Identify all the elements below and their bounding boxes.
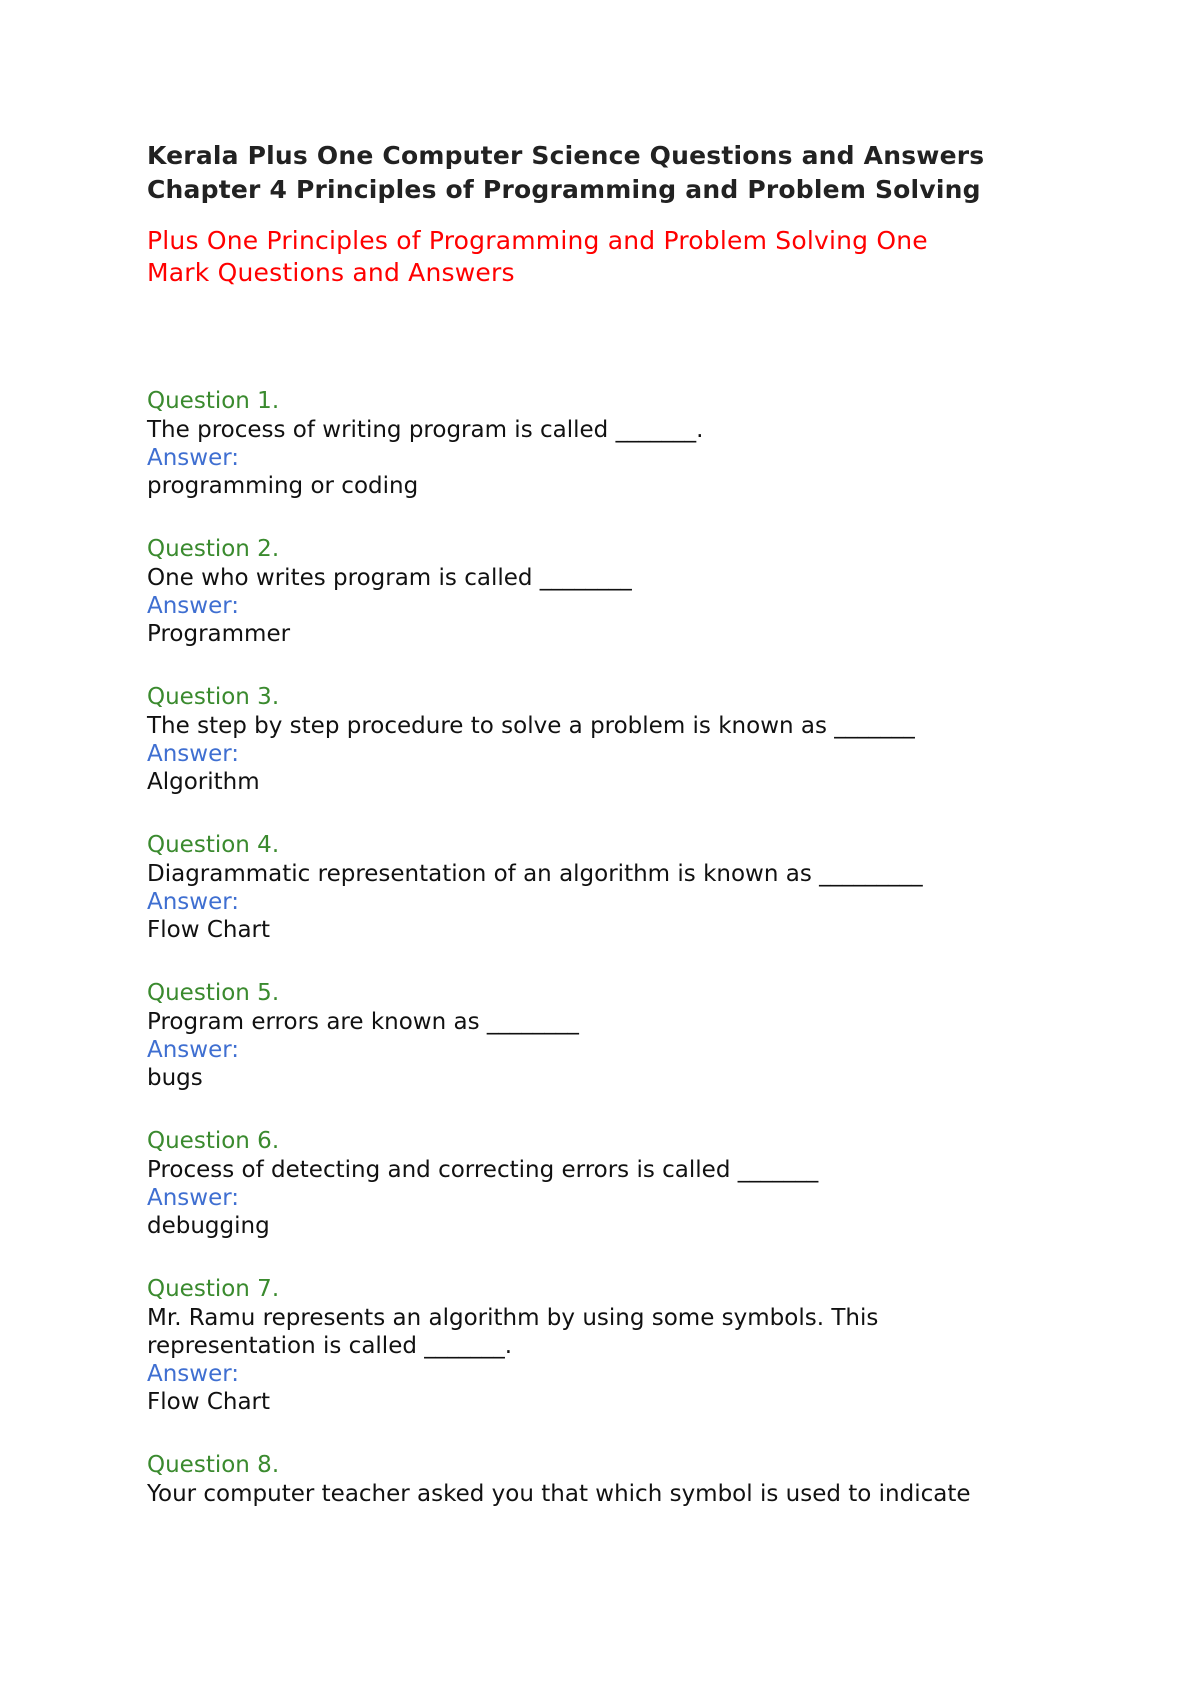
answer-text: Flow Chart — [147, 917, 271, 943]
qa-item-4 — [147, 831, 1047, 945]
question-text: One who writes program is called ________ — [147, 565, 632, 591]
question-text: Process of detecting and correcting errors is called _______ — [147, 1157, 819, 1183]
question-label: Question 6. — [147, 1128, 280, 1154]
qa-item-3 — [147, 683, 1047, 797]
answer-text: Flow Chart — [147, 1389, 271, 1415]
qa-list — [147, 387, 1047, 1508]
section-heading — [147, 225, 1047, 289]
question-text: The step by step procedure to solve a problem is known as _______ — [147, 713, 915, 739]
title-line-1: Kerala Plus One Computer Science Questions and Answers — [147, 141, 985, 170]
question-text: The process of writing program is called _______. — [147, 417, 704, 443]
question-text: Mr. Ramu represents an algorithm by using some symbols. This — [147, 1305, 879, 1331]
answer-text: debugging — [147, 1213, 270, 1239]
question-label: Question 8. — [147, 1452, 280, 1478]
qa-item-5 — [147, 979, 1047, 1093]
qa-item-8 — [147, 1451, 1047, 1508]
answer-label: Answer: — [147, 593, 240, 619]
answer-text: Algorithm — [147, 769, 260, 795]
answer-label: Answer: — [147, 1037, 240, 1063]
question-text: Your computer teacher asked you that which symbol is used to indicate — [147, 1481, 971, 1507]
qa-item-7 — [147, 1275, 1047, 1417]
qa-item-2 — [147, 535, 1047, 649]
answer-text: programming or coding — [147, 473, 419, 499]
question-label: Question 5. — [147, 980, 280, 1006]
question-label: Question 4. — [147, 832, 280, 858]
answer-text: Programmer — [147, 621, 291, 647]
qa-item-1 — [147, 387, 1047, 501]
question-text: Program errors are known as ________ — [147, 1009, 579, 1035]
section-heading-line-1: Plus One Principles of Programming and Problem Solving One — [147, 226, 928, 255]
question-text: Diagrammatic representation of an algorithm is known as _________ — [147, 861, 923, 887]
question-text-line-2: representation is called _______. — [147, 1333, 513, 1359]
title-line-2: Chapter 4 Principles of Programming and Problem Solving — [147, 175, 981, 204]
document-title — [147, 139, 1047, 207]
question-label: Question 3. — [147, 684, 280, 710]
answer-label: Answer: — [147, 889, 240, 915]
question-label: Question 7. — [147, 1276, 280, 1302]
answer-text: bugs — [147, 1065, 203, 1091]
answer-label: Answer: — [147, 1361, 240, 1387]
answer-label: Answer: — [147, 445, 240, 471]
answer-label: Answer: — [147, 1185, 240, 1211]
question-label: Question 2. — [147, 536, 280, 562]
question-label: Question 1. — [147, 388, 280, 414]
qa-item-6 — [147, 1127, 1047, 1241]
answer-label: Answer: — [147, 741, 240, 767]
section-heading-line-2: Mark Questions and Answers — [147, 258, 515, 287]
document-page — [147, 139, 1047, 1542]
